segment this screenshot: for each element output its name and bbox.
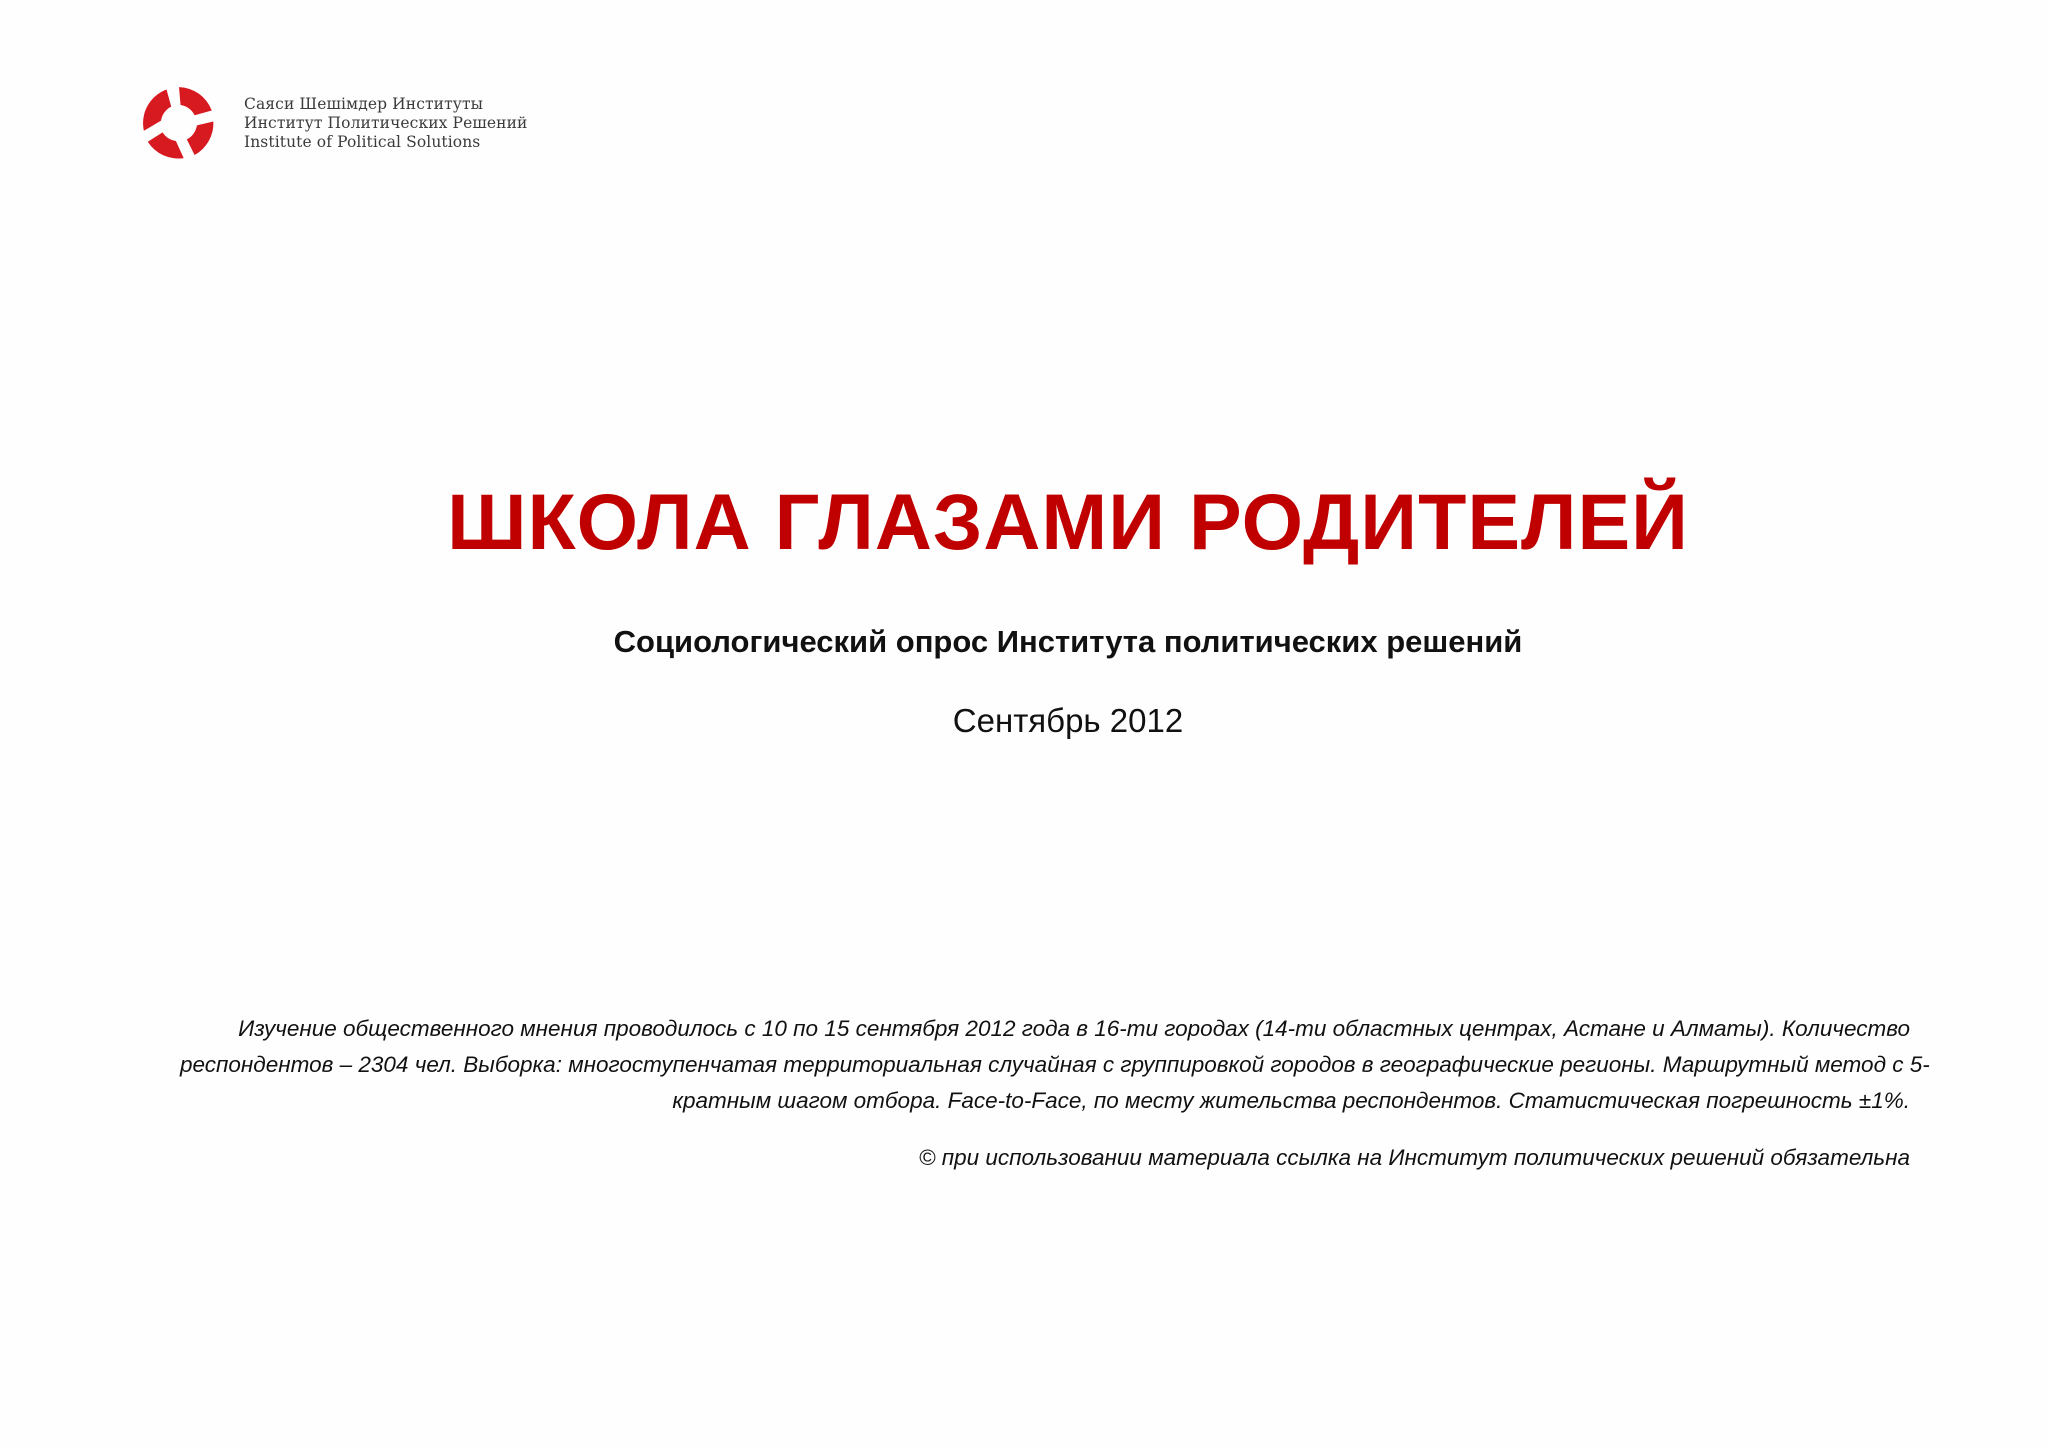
slide-subtitle: Социологический опрос Института политических решений (613, 624, 1523, 659)
slide-date: Сентябрь 2012 (952, 702, 1184, 739)
methodology-note (180, 1011, 1930, 1119)
logo-line-russian: Институт Политических Решений (244, 113, 528, 132)
copyright-notice: © при использовании материала ссылка на Институт политических решений обязательна (918, 1145, 1910, 1170)
institute-logo (140, 84, 527, 162)
methodology-line: Изучение общественного мнения проводилось с 10 по 15 сентября 2012 года в 16-ти городах (14-ти областных центрах, Астане и Алматы). Количество (238, 1016, 1910, 1041)
methodology-line: респондентов – 2304 чел. Выборка: многоступенчатая территориальная случайная с группировкой городов в географические регионы. Маршрутный метод с 5- (180, 1052, 1930, 1077)
slide-title: ШКОЛА ГЛАЗАМИ РОДИТЕЛЕЙ (447, 477, 1689, 566)
logo-text (244, 95, 527, 152)
logo-line-english: Institute of Political Solutions (244, 132, 481, 151)
institute-logo-icon (140, 84, 218, 162)
logo-line-kazakh: Саяси Шешімдер Институты (244, 94, 484, 113)
methodology-line: кратным шагом отбора. Face-to-Face, по месту жительства респондентов. Статистическая погрешность ±1%. (672, 1088, 1910, 1113)
